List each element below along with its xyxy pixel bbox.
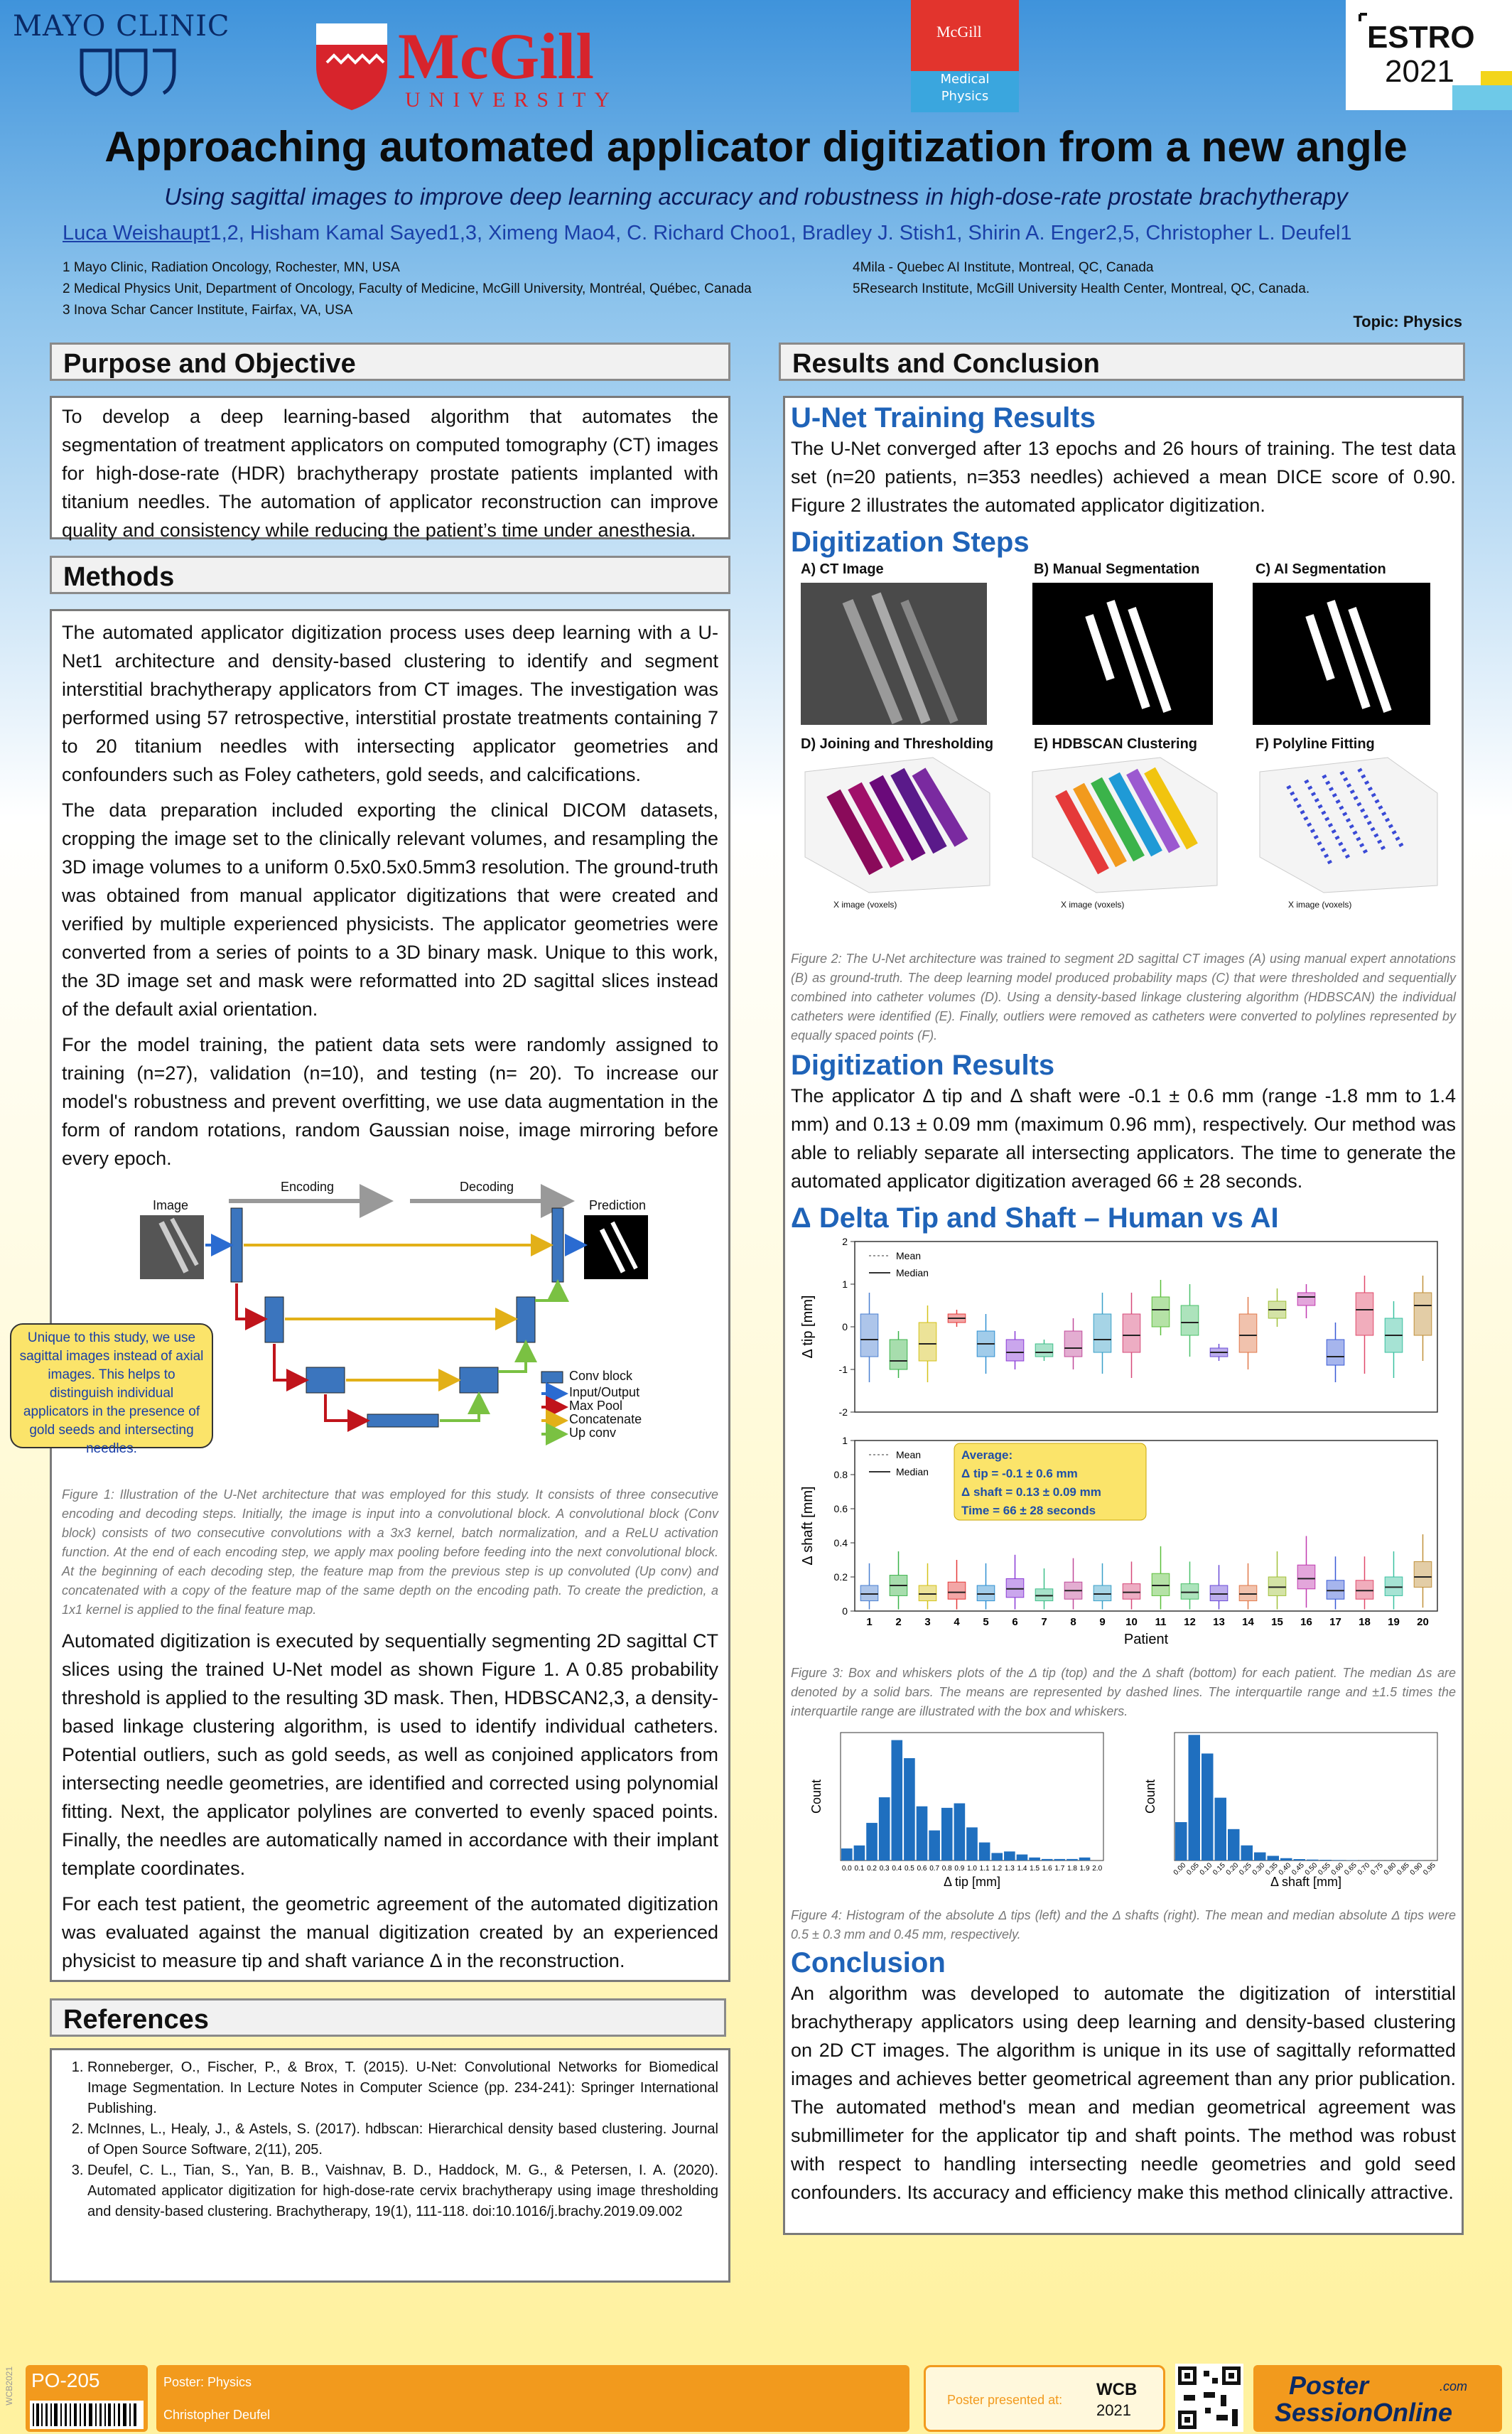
box-patient-14 <box>1239 1314 1257 1352</box>
hist-bar-0.30 <box>1254 1853 1266 1860</box>
x-tick-label: 15 <box>1271 1616 1283 1628</box>
poster-subtitle: Using sagittal images to improve deep learning accuracy and robustness in high-dose-rate prostate brachytherapy <box>164 183 1348 210</box>
hist-x-tick: 0.95 <box>1422 1861 1437 1878</box>
hist-frame <box>1174 1733 1437 1860</box>
hist-x-tick: 0.7 <box>929 1865 940 1873</box>
affiliation-1: 1 Mayo Clinic, Radiation Oncology, Rochester, MN, USA <box>63 260 400 275</box>
hist-x-tick: 1.7 <box>1054 1865 1065 1873</box>
fig2-caption: Figure 2: The U-Net architecture was trained to segment 2D sagittal CT images (A) using manual expert annotations (B) as ground-truth. The deep learning model produced probability maps (C) that were thresholded and sequentially combined into catheter volumes (D). Using a density-based linkage clustering algorithm (HDBSCAN) the individual catheters were identified (E). Finally, outliers were removed as catheters were converted to polylines represented by equally spaced points (F). <box>791 952 1456 1043</box>
hist-x-tick: 1.3 <box>1004 1865 1015 1873</box>
x-tick-label: 5 <box>983 1616 989 1628</box>
x-tick-label: 1 <box>866 1616 873 1628</box>
mcgill-crest-icon <box>313 20 391 112</box>
hist-bar-0.9 <box>954 1804 966 1860</box>
pso-word-1: Poster <box>1289 2371 1369 2400</box>
box-patient-5 <box>977 1585 995 1601</box>
x-tick-label: 2 <box>895 1616 902 1628</box>
fig4-caption: Figure 4: Histogram of the absolute Δ tips (left) and the Δ shafts (right). The mean and median absolute Δ tips were 0.5 ± 0.3 mm and 0.45 mm, respectively. <box>791 1908 1456 1942</box>
box-patient-4 <box>948 1582 966 1599</box>
y-tick-label: 0 <box>842 1321 848 1332</box>
box-patient-1 <box>860 1585 878 1601</box>
mp-physics-text: Physics <box>941 89 989 104</box>
x-tick-label: 3 <box>924 1616 931 1628</box>
methods-p5: For each test patient, the geometric agreement of the automated digitization was evaluated against the manual digitization created by an experienced physicist to measure tip and shaft variance Δ in the reconstruction. <box>62 1893 718 1971</box>
poster-title: Approaching automated applicator digitization from a new angle <box>104 123 1408 171</box>
hist-bar-0.5 <box>904 1758 915 1860</box>
methods-heading: Methods <box>50 556 730 594</box>
y-tick-label: 1 <box>842 1435 848 1446</box>
mayo-shield-icon <box>78 47 178 97</box>
hist-bar-1.2 <box>991 1853 1003 1860</box>
conclusion-text: An algorithm was developed to automate the digitization of interstitial brachytherapy applicators using deep learning and density-based clustering on 2D CT images. The algorithm is unique in its use of sagittally reformatted images and achieves better geometrical agreement than any prior publication. The automated method's mean and median geometrical agreement was submillimeter for the applicator tip and shaft points. The method was robust with respect to handling intersecting needle geometries and gold seed confounders. Its accuracy and efficiency make this method clinically attractive. <box>791 1983 1456 2203</box>
hist-x-tick: 0.00 <box>1172 1861 1188 1878</box>
step-f-label: F) Polyline Fitting <box>1256 736 1375 752</box>
hist-bar-1.1 <box>979 1843 990 1860</box>
box-patient-10 <box>1123 1584 1140 1600</box>
methods-box <box>50 609 730 1982</box>
hist-bar-0.1 <box>854 1846 865 1860</box>
hist-x-tick: 0.20 <box>1224 1861 1241 1878</box>
hist-bar-0.2 <box>866 1823 878 1860</box>
hist-x-tick: 0.0 <box>841 1865 852 1873</box>
qr-code-icon[interactable] <box>1175 2364 1243 2432</box>
hist-bar-0.00 <box>1175 1822 1187 1860</box>
reference-item: 1. Ronneberger, O., Fischer, P., & Brox, T. (2015). U-Net: Convolutional Networks for Biomedical Image Segmentation. In Lecture Notes in Computer Science (pp. 234-241): Springer International Publishing. <box>87 2057 718 2119</box>
methods-p4: Automated digitization is executed by sequentially segmenting 2D sagittal CT slices using the trained U-Net model as shown Figure 1. A 0.85 probability threshold is applied to the resulting 3D mask. Then, HDBSCAN2,3, a density-based linkage clustering algorithm, is used to identify individual catheters. Potential outliers, such as gold seeds, as well as conjoined applicators from intersecting needle geometries, are identified and corrected using polynomial fitting. Next, the applicator polylines are converted to evenly spaced points. Finally, the needles are automatically named in accordance with their implant template coordinates. <box>62 1630 718 1879</box>
hist-x-tick: 0.75 <box>1369 1861 1385 1878</box>
hist-bar-1.8 <box>1066 1859 1078 1860</box>
e-x-axis-label: X image (voxels) <box>1061 900 1125 910</box>
poster-session-online-logo <box>1253 2365 1502 2432</box>
fig1-caption: Figure 1: Illustration of the U-Net architecture that was employed for this study. It consists of three consecutive encoding and decoding steps. Initially, the image is input into a convolutional block. A convolutional block (Conv block) consists of two consecutive convolutions with a 3x3 kernel, batch normalization, and a ReLU activation function. At the end of each encoding step, we apply max pooling before feeding into the next convolutional block. At the beginning of each decoding step, the feature map from the previous step is up convoluted (Up conv) and concatenated with a copy of the feature map of the same depth on the encoding path. To create the prediction, a 1x1 kernel is applied to the final feature map. <box>62 1487 718 1617</box>
hdbscan-3d-plot <box>1032 758 1217 893</box>
hist-x-tick: 0.65 <box>1343 1861 1359 1878</box>
hist-x-tick: 0.05 <box>1185 1861 1201 1878</box>
x-tick-label: 18 <box>1359 1616 1371 1628</box>
methods-p3: For the model training, the patient data sets were randomly assigned to training (n=27), validation (n=10), and testing (n= 20). To increase our model's robustness and prevent overfitting, we use data augmentation in the form of random rotations, random Gaussian noise, image mirroring before every epoch. <box>62 1034 718 1169</box>
x-axis-label: Patient <box>1123 1632 1169 1647</box>
box-patient-19 <box>1385 1577 1403 1595</box>
x-tick-label: 14 <box>1242 1616 1254 1628</box>
hist-bar-1.3 <box>1004 1851 1015 1860</box>
box-patient-17 <box>1327 1340 1344 1365</box>
hist-bar-1.6 <box>1042 1859 1053 1860</box>
hist-bar-0.6 <box>917 1806 928 1860</box>
hist-x-tick: 1.0 <box>967 1865 977 1873</box>
hist-x-tick: 0.50 <box>1303 1861 1319 1878</box>
box-patient-7 <box>1035 1589 1053 1601</box>
hist-x-tick: 0.35 <box>1264 1861 1280 1878</box>
step-c-label: C) AI Segmentation <box>1256 561 1386 577</box>
box-patient-7 <box>1035 1344 1053 1357</box>
hist-y-label: Count <box>1143 1779 1157 1814</box>
y-tick-label: 0.8 <box>833 1469 848 1480</box>
estro-logo <box>1346 0 1512 110</box>
hist-x-tick: 1.6 <box>1042 1865 1052 1873</box>
hist-bar-0.05 <box>1189 1735 1201 1860</box>
hist-bar-0.10 <box>1202 1753 1214 1860</box>
affiliation-2: 2 Medical Physics Unit, Department of Oncology, Faculty of Medicine, McGill University, Montréal, Québec, Canada <box>63 281 752 296</box>
hist-y-label: Count <box>809 1779 824 1814</box>
hist-x-tick: 0.15 <box>1211 1861 1227 1878</box>
hist-bar-0.40 <box>1280 1858 1292 1860</box>
purpose-heading: Purpose and Objective <box>50 343 730 381</box>
hist-x-tick: 1.9 <box>1079 1865 1090 1873</box>
average-annotation-line: Time = 66 ± 28 seconds <box>961 1504 1096 1517</box>
x-tick-label: 12 <box>1184 1616 1196 1628</box>
box-patient-16 <box>1297 1565 1315 1589</box>
dr-text: The applicator Δ tip and Δ shaft were -0.1 ± 0.6 mm (range -1.8 mm to 1.4 mm) and 0.13 ± 0.09 mm (maximum 0.96 mm), respectively. Our method was able to reliably separate all intersecting applicators. The time to generate the automated applicator digitization averaged 66 ± 28 seconds. <box>791 1085 1456 1192</box>
hist-bar-0.4 <box>891 1740 902 1860</box>
estro-year: 2021 <box>1385 54 1454 89</box>
hist-bar-0.25 <box>1241 1846 1253 1860</box>
y-tick-label: 0 <box>842 1605 848 1617</box>
box-patient-10 <box>1123 1314 1140 1352</box>
hist-bar-0.0 <box>841 1848 853 1860</box>
hist-x-label: Δ shaft [mm] <box>1270 1875 1342 1889</box>
d-x-axis-label: X image (voxels) <box>833 900 897 910</box>
hist-x-label: Δ tip [mm] <box>943 1875 1001 1889</box>
box-patient-9 <box>1094 1585 1111 1601</box>
box-patient-16 <box>1297 1293 1315 1305</box>
delta-histograms <box>791 1725 1460 1903</box>
x-tick-label: 4 <box>954 1616 960 1628</box>
references-box <box>50 2048 730 2283</box>
hist-x-tick: 0.2 <box>867 1865 878 1873</box>
affiliation-3: 3 Inova Schar Cancer Institute, Fairfax, VA, USA <box>63 303 353 318</box>
hist-x-tick: 0.10 <box>1198 1861 1214 1878</box>
x-tick-label: 8 <box>1070 1616 1076 1628</box>
x-tick-label: 19 <box>1388 1616 1400 1628</box>
footer-info-box <box>156 2365 909 2432</box>
hist-bar-0.45 <box>1294 1859 1306 1860</box>
reference-item: 2. McInnes, L., Healy, J., & Astels, S. (2017). hdbscan: Hierarchical density based clustering. Journal of Open Source Software, 2(11), 205. <box>87 2119 718 2160</box>
poster-code: PO-205 <box>31 2369 100 2391</box>
affiliation-5: 5Research Institute, McGill University Health Center, Montreal, QC, Canada. <box>853 281 1310 296</box>
average-annotation-line: Δ tip = -0.1 ± 0.6 mm <box>961 1467 1078 1480</box>
hist-bar-0.15 <box>1215 1798 1227 1860</box>
hist-x-tick: 1.4 <box>1017 1865 1027 1873</box>
mp-mcgill-text: McGill <box>936 23 982 41</box>
hist-x-tick: 0.55 <box>1317 1861 1332 1878</box>
y-tick-label: 0.6 <box>833 1503 848 1514</box>
hist-x-tick: 0.45 <box>1290 1861 1306 1878</box>
legend-max-pool: Max Pool <box>569 1399 623 1413</box>
purpose-box <box>50 396 730 539</box>
encoding-label: Encoding <box>281 1180 335 1194</box>
legend-median: Median <box>896 1466 929 1477</box>
x-tick-label: 20 <box>1417 1616 1429 1628</box>
x-tick-label: 16 <box>1300 1616 1312 1628</box>
legend-conv-block: Conv block <box>569 1369 633 1383</box>
mp-bottom <box>911 71 1019 112</box>
step-b-label: B) Manual Segmentation <box>1034 561 1200 577</box>
decoding-label: Decoding <box>460 1180 514 1194</box>
other-authors: 1,2, Hisham Kamal Sayed1,3, Ximeng Mao4, C. Richard Choo1, Bradley J. Stish1, Shirin A. Enger2,5, Christopher L. Deufel1 <box>210 222 1352 244</box>
f-x-axis-label: X image (voxels) <box>1288 900 1352 910</box>
pso-domain: .com <box>1440 2379 1468 2393</box>
hist-x-tick: 0.6 <box>917 1865 927 1873</box>
dr-heading: Digitization Results <box>791 1050 1055 1081</box>
x-tick-label: 13 <box>1213 1616 1225 1628</box>
y-tick-label: 2 <box>842 1236 848 1247</box>
footer <box>0 2358 1512 2434</box>
affiliations-left <box>63 257 752 321</box>
wcb-logo-text: WCB <box>1096 2380 1138 2399</box>
x-tick-label: 9 <box>1099 1616 1106 1628</box>
hist-bar-1.5 <box>1029 1858 1040 1860</box>
hist-bar-0.20 <box>1228 1829 1240 1860</box>
average-annotation-line: Δ shaft = 0.13 ± 0.09 mm <box>961 1485 1101 1499</box>
box-patient-18 <box>1356 1293 1373 1335</box>
x-tick-label: 10 <box>1125 1616 1138 1628</box>
hist-x-tick: 1.8 <box>1066 1865 1077 1873</box>
legend-median: Median <box>896 1267 929 1278</box>
x-tick-label: 7 <box>1041 1616 1047 1628</box>
footer-poster-type: Poster: Physics <box>163 2375 252 2389</box>
steps-figure <box>791 559 1456 971</box>
conclusion-heading: Conclusion <box>791 1947 946 1978</box>
mcgill-wordmark: McGill <box>398 20 594 92</box>
image-label: Image <box>153 1198 189 1212</box>
affiliation-4: 4Mila - Quebec AI Institute, Montreal, QC, Canada <box>853 260 1154 275</box>
wcb-year: 2021 <box>1096 2401 1131 2419</box>
average-annotation-line: Average: <box>961 1448 1013 1462</box>
hist-bar-1.9 <box>1079 1858 1091 1860</box>
hist-bar-0.35 <box>1268 1856 1280 1860</box>
mayo-logo-text: MAYO CLINIC <box>13 10 230 43</box>
hist-bar-1.7 <box>1054 1859 1066 1860</box>
mp-medical-text: Medical <box>940 72 990 87</box>
purpose-text: To develop a deep learning-based algorithm that automates the segmentation of treatment applicators on computed tomography (CT) images for high-dose-rate (HDR) brachytherapy prostate patients implanted with titanium needles. The automation of applicator reconstruction can improve quality and consistency while reducing the patient’s time under anesthesia. <box>62 406 718 541</box>
medical-physics-logo <box>911 0 1019 112</box>
hist-x-tick: 0.3 <box>879 1865 890 1873</box>
legend-mean: Mean <box>896 1449 922 1460</box>
first-author[interactable]: Luca Weishaupt <box>63 222 210 244</box>
fig3-caption: Figure 3: Box and whiskers plots of the Δ tip (top) and the Δ shaft (bottom) for each patient. The median Δs are denoted by a solid bars. The means are represented by dashed lines. The interquartile range and ±1.5 times the interquartile range are illustrated with the box and whiskers. <box>791 1666 1456 1718</box>
box-patient-15 <box>1268 1577 1286 1595</box>
results-heading: Results and Conclusion <box>779 343 1465 381</box>
box-patient-12 <box>1181 1305 1199 1335</box>
box-patient-11 <box>1152 1573 1170 1595</box>
legend-up-conv: Up conv <box>569 1426 617 1440</box>
hist-bar-0.7 <box>929 1831 940 1860</box>
hist-x-tick: 0.8 <box>941 1865 952 1873</box>
mcgill-university-text: UNIVERSITY <box>405 88 618 112</box>
author-list <box>63 222 1352 245</box>
affiliations-right <box>853 257 1310 300</box>
box-patient-11 <box>1152 1297 1170 1327</box>
legend-concatenate: Concatenate <box>569 1412 642 1426</box>
hist-bar-0.8 <box>941 1808 953 1860</box>
barcode-icon <box>30 2401 144 2429</box>
box-patient-20 <box>1414 1293 1432 1335</box>
hist-x-tick: 0.30 <box>1251 1861 1267 1878</box>
results-box <box>783 396 1464 2235</box>
hist-x-tick: 0.80 <box>1382 1861 1398 1878</box>
steps-heading: Digitization Steps <box>791 527 1030 558</box>
y-tick-label: 1 <box>842 1278 848 1290</box>
presented-at-text: Poster presented at: <box>947 2393 1063 2407</box>
reference-item: 3. Deufel, C. L., Tian, S., Yan, B. B., Vaishnav, B. D., Haddock, M. G., & Petersen, I. A. (2020). Automated applicator digitization for high-dose-rate cervix brachytherapy using image thresholding and density-based clustering. Brachytherapy, 19(1), 111-118. doi:10.1016/j.brachy.2019.09.002 <box>87 2160 718 2222</box>
hist-x-tick: 0.85 <box>1395 1861 1411 1878</box>
y-tick-label: 0.2 <box>833 1571 848 1583</box>
y-tick-label: -1 <box>838 1364 848 1375</box>
legend-mean: Mean <box>896 1250 922 1261</box>
topic-label: Topic: Physics <box>1353 313 1462 330</box>
y-tick-label: 0.4 <box>833 1537 848 1549</box>
hist-bar-1.4 <box>1017 1855 1028 1860</box>
mayo-clinic-logo <box>13 10 240 95</box>
y-axis-label: Δ tip [mm] <box>800 1295 816 1359</box>
hist-x-tick: 0.60 <box>1329 1861 1346 1878</box>
unet-heading: U-Net Training Results <box>791 402 1096 434</box>
pso-word-2: SessionOnline <box>1275 2398 1453 2427</box>
step-d-label: D) Joining and Thresholding <box>801 736 994 752</box>
x-tick-label: 6 <box>1012 1616 1018 1628</box>
unet-text: The U-Net converged after 13 epochs and 26 hours of training. The test data set (n=20 patients, n=353 needles) achieved a mean DICE score of 0.90. Figure 2 illustrates the automated applicator digitization. <box>791 438 1456 516</box>
estro-text: ESTRO <box>1367 20 1475 55</box>
hist-bar-1.0 <box>966 1827 978 1860</box>
box-patient-6 <box>1006 1340 1024 1361</box>
box-patient-1 <box>860 1314 878 1357</box>
box-patient-3 <box>919 1585 936 1601</box>
footer-code-box <box>26 2365 148 2432</box>
polyline-3d-plot <box>1260 758 1437 893</box>
hist-x-tick: 1.5 <box>1030 1865 1040 1873</box>
y-tick-label: -2 <box>838 1406 848 1418</box>
box-patient-9 <box>1094 1314 1111 1352</box>
footer-side-text: WCB2021 <box>4 2366 14 2406</box>
box-patient-13 <box>1210 1585 1228 1601</box>
methods-p2: The data preparation included exporting the clinical DICOM datasets, cropping the image set to the clinically relevant volumes, and resampling the 3D image volumes to a uniform 0.5x0.5x0.5mm3 resolution. The ground-truth was obtained from manual applicator digitizations that were created and verified by multiple experienced physicists. The applicator geometries were converted from a series of points to a 3D binary mask. Unique to this work, the 3D image set and mask were reformatted into 2D sagittal slices instead of the default axial orientation. <box>62 799 718 1020</box>
unique-callout: Unique to this study, we use sagittal images instead of axial images. This helps to distinguish individual applicators in the presence of gold seeds and intersecting needles. <box>10 1323 213 1448</box>
hist-bar-0.3 <box>879 1797 890 1860</box>
hist-x-tick: 0.25 <box>1238 1861 1253 1878</box>
hist-x-tick: 0.40 <box>1277 1861 1293 1878</box>
footer-author: Christopher Deufel <box>163 2408 271 2422</box>
legend-input-output: Input/Output <box>569 1385 640 1399</box>
hist-x-tick: 0.9 <box>954 1865 965 1873</box>
box-patient-12 <box>1181 1584 1199 1600</box>
box-patient-20 <box>1414 1561 1432 1587</box>
hist-x-tick: 0.4 <box>892 1865 902 1873</box>
box-patient-2 <box>890 1340 907 1369</box>
plot-frame <box>855 1242 1437 1412</box>
hist-x-tick: 0.5 <box>904 1865 914 1873</box>
delta-heading: Δ Delta Tip and Shaft – Human vs AI <box>791 1202 1279 1234</box>
hist-x-tick: 1.1 <box>979 1865 990 1873</box>
methods-p1: The automated applicator digitization process uses deep learning with a U-Net1 architecture and density-based clustering to identify and segment interstitial brachytherapy applicators from CT images. The investigation was performed using 57 retrospective, interstitial prostate treatments containing 7 to 20 titanium needles with intersecting applicator geometries and confounders such as Foley catheters, gold seeds, and calcifications. <box>62 622 718 785</box>
presented-at-box <box>924 2365 1165 2432</box>
hist-x-tick: 0.90 <box>1408 1861 1425 1878</box>
step-e-label: E) HDBSCAN Clustering <box>1034 736 1198 752</box>
box-patient-14 <box>1239 1585 1257 1601</box>
hist-x-tick: 2.0 <box>1092 1865 1103 1873</box>
box-patient-18 <box>1356 1581 1373 1599</box>
box-patient-8 <box>1064 1331 1082 1357</box>
prediction-label: Prediction <box>589 1198 647 1212</box>
delta-boxplots <box>791 1234 1460 1661</box>
box-patient-6 <box>1006 1578 1024 1597</box>
x-tick-label: 17 <box>1329 1616 1341 1628</box>
joining-3d-plot <box>805 758 990 893</box>
references-heading: References <box>50 1998 726 2037</box>
box-patient-3 <box>919 1323 936 1361</box>
hist-x-tick: 1.2 <box>992 1865 1003 1873</box>
step-a-label: A) CT Image <box>801 561 884 577</box>
box-patient-17 <box>1327 1581 1344 1599</box>
mcgill-logo <box>313 17 639 117</box>
y-axis-label: Δ shaft [mm] <box>800 1486 816 1566</box>
hist-x-tick: 0.1 <box>854 1865 865 1873</box>
hist-x-tick: 0.70 <box>1356 1861 1372 1878</box>
x-tick-label: 11 <box>1155 1616 1167 1628</box>
